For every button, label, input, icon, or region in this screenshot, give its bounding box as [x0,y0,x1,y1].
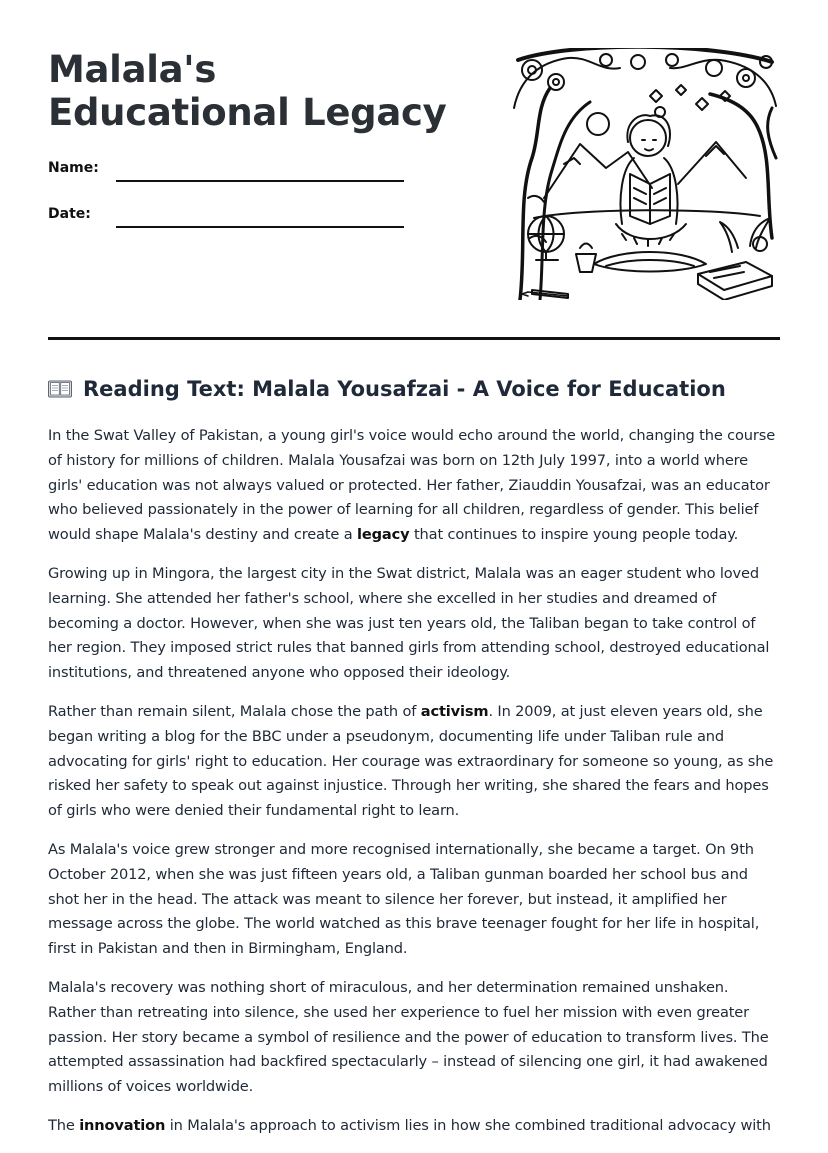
reading-paragraph-1: In the Swat Valley of Pakistan, a young girl's voice would echo around the world, changing the course of history for millions of children. Malala Yousafzai was born on 12th July 1997, into a world where girls' education was not always valued or protected. Her father, Ziauddin Yousafzai, was an educator who believed passionately in the power of learning for all children, regardless of gender. This belief would shape Malala's destiny and create a legacy that continues to inspire young people today. [48,427,776,544]
header-divider [48,337,780,340]
keyword-innovation: innovation [79,1116,166,1134]
section-heading [48,372,780,406]
reading-section [48,372,780,1153]
date-field [48,198,408,228]
girl-reading-illustration [510,48,780,300]
reading-paragraph-2: Growing up in Mingora, the largest city in the Swat district, Malala was an eager student who loved learning. She attended her father's school, where she excelled in her studies and dreamed of becoming a doctor. However, when she was just ten years old, the Taliban began to take control of her region. They imposed strict rules that banned girls from attending school, destroyed educational institutions, and threatened anyone who opposed their ideology. [48,564,770,682]
worksheet-title: Malala's Educational Legacy [48,48,447,134]
keyword-legacy: legacy [357,526,410,544]
keyword-activism: activism [420,702,489,720]
reading-paragraph-5: Malala's recovery was nothing short of miraculous, and her determination remained unshaken. Rather than retreating into silence, she used her experience to fuel her mission with even greater passion. Her story became a symbol of resilience and the power of education to transform lives. The attempted assassination had backfired spectacularly – instead of silencing one girl, it had awakened millions of voices worldwide. [48,978,769,1096]
date-label: Date: [48,206,91,222]
reading-paragraph-3: Rather than remain silent, Malala chose the path of activism. In 2009, at just eleven years old, she began writing a blog for the BBC under a pseudonym, documenting life under Taliban rule and advocating for girls' right to education. Her courage was extraordinary for someone so young, as she risked her safety to speak out against injustice. Through her writing, she shared the fears and hopes of girls who were denied their fundamental right to learn. [48,702,774,820]
name-label: Name: [48,160,99,176]
worksheet-header [48,48,780,300]
open-book-icon [48,380,72,398]
reading-paragraph-4: As Malala's voice grew stronger and more recognised internationally, she became a target. On 9th October 2012, when she was just fifteen years old, a Taliban gunman boarded her school bus and shot her in the head. The attack was meant to silence her forever, but instead, it amplified her message across the globe. The world watched as this brave teenager fought for her life in hospital, first in Pakistan and then in Birmingham, England. [48,840,760,958]
name-field [48,152,408,182]
section-title-text: Reading Text: Malala Yousafzai - A Voice for Education [83,377,726,401]
date-answer-line[interactable] [116,226,404,228]
name-answer-line[interactable] [116,180,404,182]
reading-paragraph-6: The innovation in Malala's approach to activism lies in how she combined traditional advocacy with [48,1116,771,1134]
